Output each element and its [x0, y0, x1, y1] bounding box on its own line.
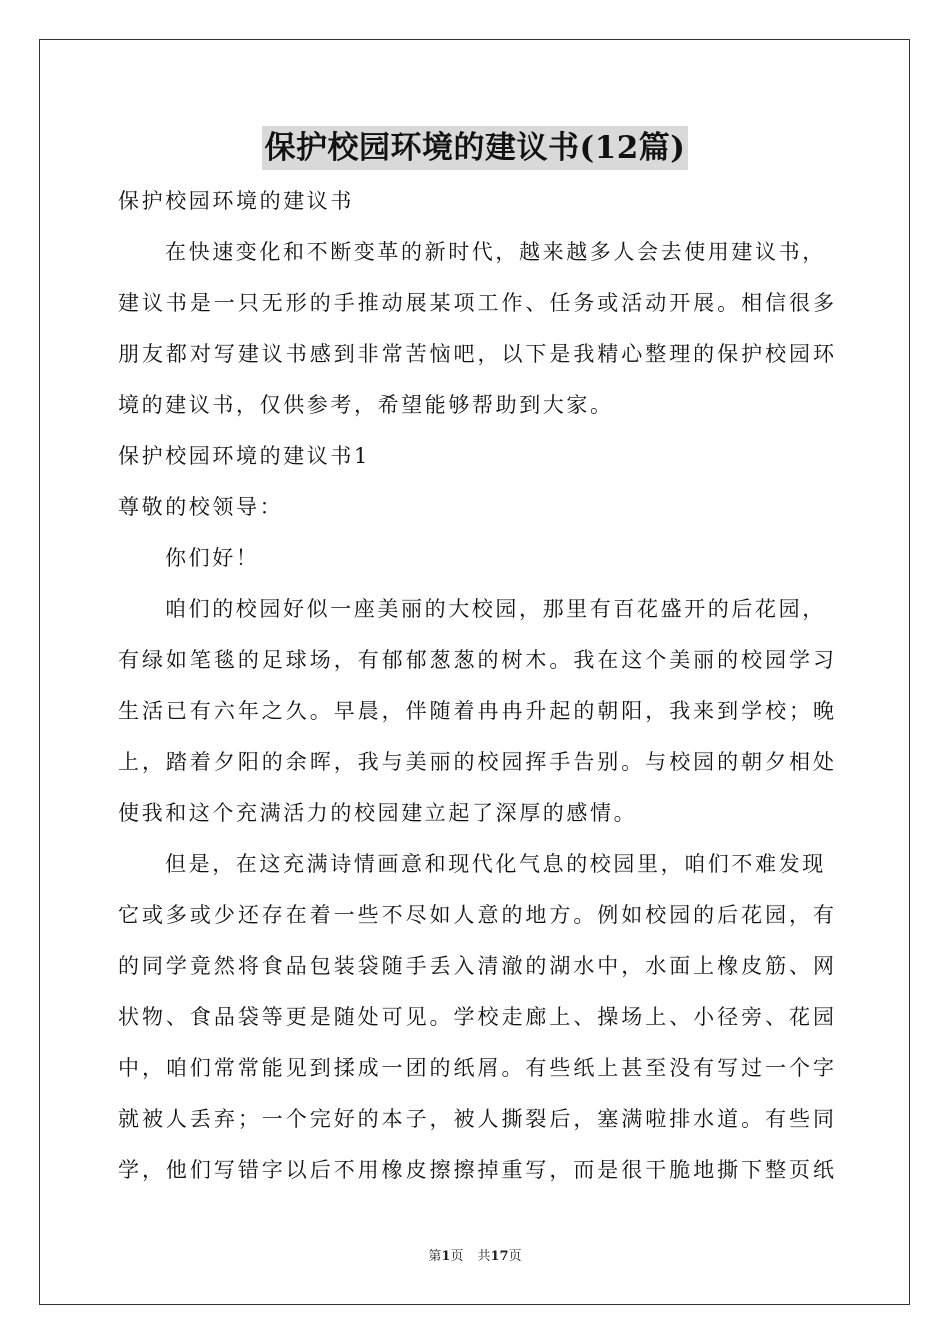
paragraph-line: 咱们的校园好似一座美丽的大校园，那里有百花盛开的后花园，	[165, 597, 826, 621]
paragraph-line: 中，咱们常常能见到揉成一团的纸屑。有些纸上甚至没有写过一个字	[118, 1056, 834, 1080]
paragraph-line: 建议书是一只无形的手推动展某项工作、任务或活动开展。相信很多	[118, 291, 834, 315]
total-suffix: 页	[508, 1249, 522, 1264]
page-suffix: 页	[450, 1249, 464, 1264]
paragraph-line: 使我和这个充满活力的校园建立起了深厚的感情。	[118, 801, 638, 825]
paragraph-line: 境的建议书，仅供参考，希望能够帮助到大家。	[118, 393, 614, 417]
paragraph-line: 但是，在这充满诗情画意和现代化气息的校园里，咱们不难发现	[165, 852, 826, 876]
page-footer	[0, 1247, 950, 1267]
paragraph-line: 状物、食品袋等更是随处可见。学校走廊上、操场上、小径旁、花园	[118, 1005, 834, 1029]
page-prefix: 第	[428, 1249, 442, 1264]
document-body	[118, 176, 834, 1196]
paragraph-line: 生活已有六年之久。早晨，伴随着冉冉升起的朝阳，我来到学校；晚	[118, 699, 834, 723]
document-title: 保护校园环境的建议书(12篇)	[262, 126, 689, 170]
title-container	[0, 126, 950, 170]
section-heading: 保护校园环境的建议书1	[118, 444, 370, 468]
paragraph-line: 学，他们写错字以后不用橡皮擦擦掉重写，而是很干脆地撕下整页纸	[118, 1158, 834, 1182]
section-heading: 保护校园环境的建议书	[118, 189, 354, 213]
page-number: 1	[441, 1249, 451, 1264]
paragraph-line: 有绿如笔毯的足球场，有郁郁葱葱的树木。我在这个美丽的校园学习	[118, 648, 834, 672]
paragraph-line: 在快速变化和不断变革的新时代，越来越多人会去使用建议书，	[165, 240, 826, 264]
paragraph-line: 朋友都对写建议书感到非常苦恼吧，以下是我精心整理的保护校园环	[118, 342, 834, 366]
paragraph-line: 它或多或少还存在着一些不尽如人意的地方。例如校园的后花园，有	[118, 903, 834, 927]
paragraph-line: 的同学竟然将食品包装袋随手丢入清澈的湖水中，水面上橡皮筋、网	[118, 954, 834, 978]
total-prefix: 共	[477, 1249, 491, 1264]
salutation: 尊敬的校领导：	[118, 495, 284, 519]
paragraph-line: 就被人丢弃；一个完好的本子，被人撕裂后，塞满啦排水道。有些同	[118, 1107, 834, 1131]
greeting: 你们好！	[165, 546, 260, 570]
paragraph-line: 上，踏着夕阳的余晖，我与美丽的校园挥手告别。与校园的朝夕相处	[118, 750, 834, 774]
total-pages: 17	[490, 1249, 509, 1264]
